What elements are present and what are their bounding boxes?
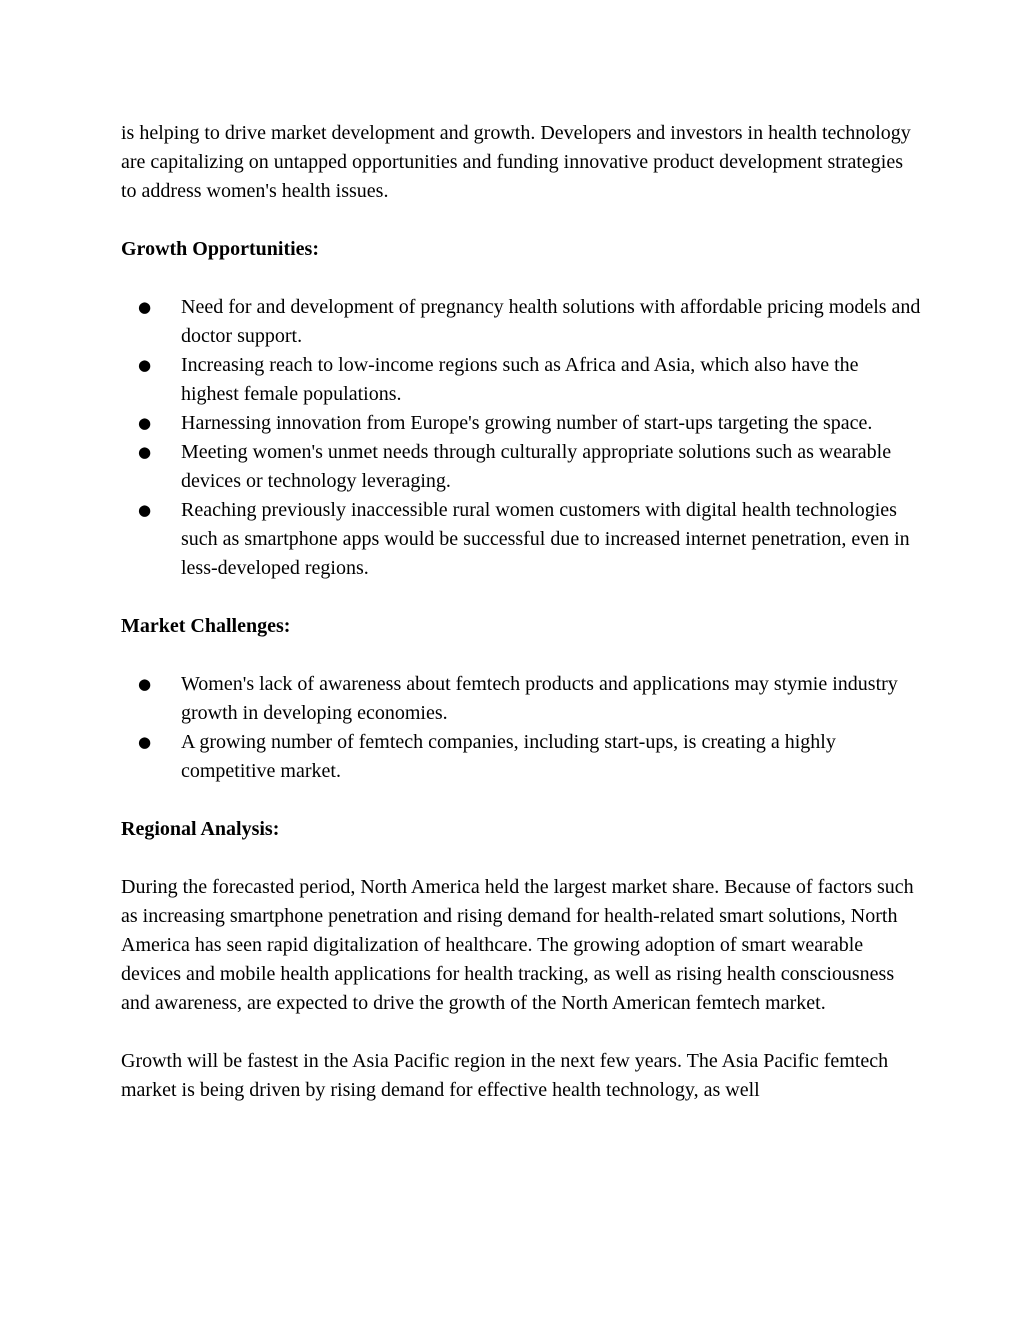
regional-analysis-paragraph: Growth will be fastest in the Asia Pacific region in the next few years. The Asia Pacific femtech market is being driven by rising demand for effective health technology, as well [121, 1050, 889, 1101]
document-page [121, 119, 921, 1105]
spacer [121, 786, 921, 815]
bullet-icon: ● [138, 501, 152, 519]
bullet-icon: ● [138, 414, 152, 432]
regional-analysis-heading: Regional Analysis: [121, 818, 280, 840]
list-item [121, 293, 921, 351]
list-item-text: A growing number of femtech companies, including start-ups, is creating a highly competitive market. [181, 731, 836, 782]
spacer [121, 206, 921, 235]
spacer [121, 641, 921, 670]
list-item [121, 670, 921, 728]
list-item-text: Harnessing innovation from Europe's growing number of start-ups targeting the space. [181, 412, 873, 434]
bullet-icon: ● [138, 675, 152, 693]
list-item-text: Increasing reach to low-income regions such as Africa and Asia, which also have the highest female populations. [181, 354, 859, 405]
bullet-icon: ● [138, 733, 152, 751]
bullet-icon: ● [138, 356, 152, 374]
list-item [121, 728, 921, 786]
list-item [121, 409, 921, 438]
list-item-text: Women's lack of awareness about femtech products and applications may stymie industry growth in developing economies. [181, 673, 898, 724]
list-item-text: Reaching previously inaccessible rural women customers with digital health technologies such as smartphone apps would be successful due to increased internet penetration, even in less-developed regions. [181, 499, 910, 579]
spacer [121, 1018, 921, 1047]
list-item [121, 351, 921, 409]
spacer [121, 844, 921, 873]
list-item [121, 438, 921, 496]
spacer [121, 583, 921, 612]
list-item-text: Meeting women's unmet needs through culturally appropriate solutions such as wearable devices or technology leveraging. [181, 441, 892, 492]
regional-analysis-paragraph: During the forecasted period, North America held the largest market share. Because of factors such as increasing smartphone penetration and rising demand for health-related smart solutions, North America has seen rapid digitalization of healthcare. The growing adoption of smart wearable devices and mobile health applications for health tracking, as well as rising health consciousness and awareness, are expected to drive the growth of the North American femtech market. [121, 876, 914, 1014]
growth-opportunities-list [121, 293, 921, 583]
spacer [121, 264, 921, 293]
bullet-icon: ● [138, 443, 152, 461]
list-item-text: Need for and development of pregnancy health solutions with affordable pricing models and doctor support. [181, 296, 921, 347]
list-item [121, 496, 921, 583]
intro-paragraph: is helping to drive market development and growth. Developers and investors in health technology are capitalizing on untapped opportunities and funding innovative product development strategies to address women's health issues. [121, 122, 911, 202]
market-challenges-heading: Market Challenges: [121, 615, 291, 637]
bullet-icon: ● [138, 298, 152, 316]
market-challenges-list [121, 670, 921, 786]
growth-opportunities-heading: Growth Opportunities: [121, 238, 319, 260]
